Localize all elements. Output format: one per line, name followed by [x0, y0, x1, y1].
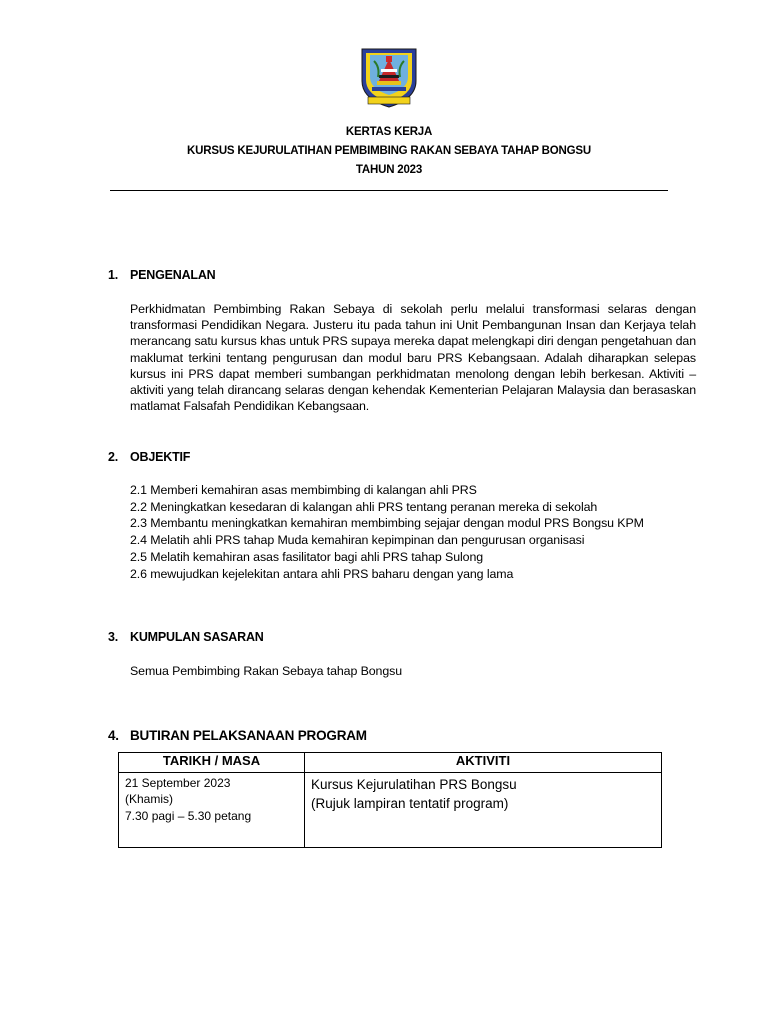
list-item: 2.4 Melatih ahli PRS tahap Muda kemahiran kepimpinan dan pengurusan organisasi [130, 533, 585, 548]
date-time-cell [119, 773, 305, 848]
date-line: 21 September 2023 [125, 776, 231, 790]
list-item: 2.1 Memberi kemahiran asas membimbing di kalangan ahli PRS [130, 483, 477, 497]
day-line: (Khamis) [125, 792, 174, 807]
header-line-1: KERTAS KERJA [345, 126, 433, 138]
activity-note: (Rujuk lampiran tentatif program) [311, 796, 509, 811]
table-row [119, 773, 662, 848]
section-number: 3. [108, 630, 119, 644]
list-item: 2.5 Melatih kemahiran asas fasilitator bagi ahli PRS tahap Sulong [130, 549, 484, 564]
section-title: BUTIRAN PELAKSANAAN PROGRAM [130, 728, 367, 743]
section-heading-butiran [108, 728, 367, 743]
section-paragraph-pengenalan: Perkhidmatan Pembimbing Rakan Sebaya di sekolah perlu melalui transformasi selaras dengan transformasi Pendidikan Negara. Justeru itu pada tahun ini Unit Pembangunan Insan dan Kerjaya telah merancang satu kursus khas untuk PRS supaya mereka dapat melengkapi diri dengan pengetahuan dan maklumat terkini tentang pengurusan dan modul baru PRS Kebangsaan. Adalah diharapkan selepas kursus ini PRS dapat memberi sumbangan perkhidmatan menolong dengan lebih berkesan. Aktiviti – aktiviti yang telah dirancang selaras dengan kehendak Kementerian Pelajaran Malaysia dan berasaskan matlamat Falsafah Pendidikan Kebangsaan. [130, 302, 696, 414]
objectives-list [130, 482, 644, 582]
section-heading-kumpulan-sasaran [108, 630, 264, 644]
section-title: PENGENALAN [130, 268, 216, 282]
section-title: OBJEKTIF [130, 450, 191, 464]
activity-line: Kursus Kejurulatihan PRS Bongsu [311, 777, 517, 792]
header-line-3: TAHUN 2023 [355, 164, 423, 176]
header-line-2: KURSUS KEJURULATIHAN PEMBIMBING RAKAN SEBAYA TAHAP BONGSU [187, 145, 591, 157]
activity-cell [305, 773, 662, 848]
list-item: 2.3 Membantu meningkatkan kemahiran membimbing sejajar dengan modul PRS Bongsu KPM [130, 516, 644, 531]
section-heading-pengenalan [108, 268, 216, 282]
section-number: 4. [108, 728, 119, 743]
column-header-activity: AKTIVITI [305, 753, 662, 773]
list-item: 2.2 Meningkatkan kesedaran di kalangan ahli PRS tentang peranan mereka di sekolah [130, 499, 598, 514]
section-paragraph-kumpulan-sasaran: Semua Pembimbing Rakan Sebaya tahap Bongsu [130, 664, 403, 678]
program-table [118, 752, 662, 848]
section-title: KUMPULAN SASARAN [130, 630, 264, 644]
section-heading-objektif [108, 450, 190, 464]
time-line: 7.30 pagi – 5.30 petang [125, 808, 252, 823]
list-item: 2.6 mewujudkan kejelekitan antara ahli PRS baharu dengan yang lama [130, 566, 514, 581]
column-header-date: TARIKH / MASA [119, 753, 305, 773]
table-header-row [119, 753, 662, 773]
school-crest-icon [360, 47, 418, 109]
header-divider [110, 190, 668, 191]
section-number: 2. [108, 450, 119, 464]
section-number: 1. [108, 268, 119, 282]
